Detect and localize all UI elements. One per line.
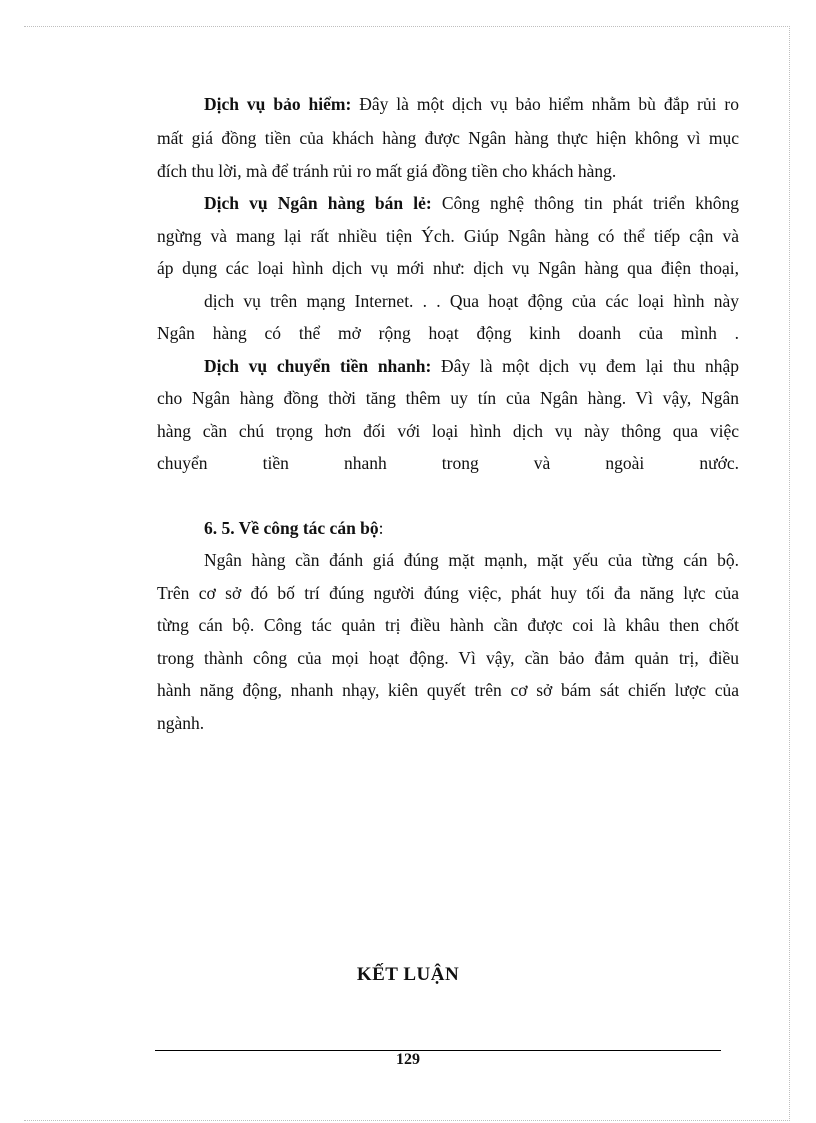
paragraph-staff-line-6: ngành. <box>157 713 205 733</box>
paragraph-staff-line-4: trong thành công của mọi hoạt động. Vì vậy, cần bảo đảm quản trị, điều <box>157 648 739 668</box>
paragraph-retail-line-5: Ngân hàng có thể mở rộng hoạt động kinh doanh của mình . <box>157 323 739 343</box>
paragraph-text: Đây là một dịch vụ đem lại thu nhập <box>431 356 739 376</box>
paragraph-transfer-line-3: hàng cần chú trọng hơn đối với loại hình dịch vụ này thông qua việc <box>157 421 739 441</box>
paragraph-text: Đây là một dịch vụ bảo hiểm nhằm bù đắp rủi ro <box>351 94 740 114</box>
paragraph-text: Công nghệ thông tin phát triển không <box>431 193 739 213</box>
paragraph-insurance-line-2: mất giá đồng tiền của khách hàng được Ngân hàng thực hiện không vì mục <box>157 128 739 148</box>
paragraph-staff-line-2: Trên cơ sở đó bố trí đúng người đúng việc, phát huy tối đa năng lực của <box>157 583 739 603</box>
conclusion-heading: KẾT LUẬN <box>356 964 460 985</box>
section-heading-colon: : <box>378 518 384 538</box>
term-insurance: Dịch vụ bảo hiểm: <box>204 94 352 114</box>
paragraph-retail-line-2: ngừng và mang lại rất nhiều tiện Ých. Giúp Ngân hàng có thể tiếp cận và <box>157 226 739 246</box>
term-express-transfer: Dịch vụ chuyển tiền nhanh: <box>204 356 432 376</box>
paragraph-retail-line-3: áp dụng các loại hình dịch vụ mới như: dịch vụ Ngân hàng qua điện thoại, <box>157 258 739 278</box>
paragraph-transfer-line-4: chuyển tiền nhanh trong và ngoài nước. <box>157 453 739 473</box>
paragraph-insurance-line-3: đích thu lời, mà để tránh rủi ro mất giá đồng tiền cho khách hàng. <box>157 161 617 181</box>
section-heading-text: 6. 5. Về công tác cán bộ <box>204 518 379 538</box>
paragraph-staff-line-5: hành năng động, nhanh nhạy, kiên quyết trên cơ sở bám sát chiến lược của <box>157 680 739 700</box>
section-heading <box>157 516 739 540</box>
paragraph-staff-line-1: Ngân hàng cần đánh giá đúng mặt mạnh, mặt yếu của từng cán bộ. <box>204 550 739 570</box>
paragraph-retail-line-1 <box>157 191 739 215</box>
paragraph-staff-line-3: từng cán bộ. Công tác quản trị điều hành cần được coi là khâu then chốt <box>157 615 739 635</box>
paragraph-transfer-line-2: cho Ngân hàng đồng thời tăng thêm uy tín của Ngân hàng. Vì vậy, Ngân <box>157 388 739 408</box>
paragraph-insurance-line-1 <box>157 92 739 116</box>
term-retail-banking: Dịch vụ Ngân hàng bán lẻ: <box>204 193 432 213</box>
paragraph-transfer-line-1 <box>157 354 739 378</box>
page-number: 129 <box>396 1051 420 1068</box>
paragraph-retail-line-4: dịch vụ trên mạng Internet. . . Qua hoạt động của các loại hình này <box>204 291 739 311</box>
